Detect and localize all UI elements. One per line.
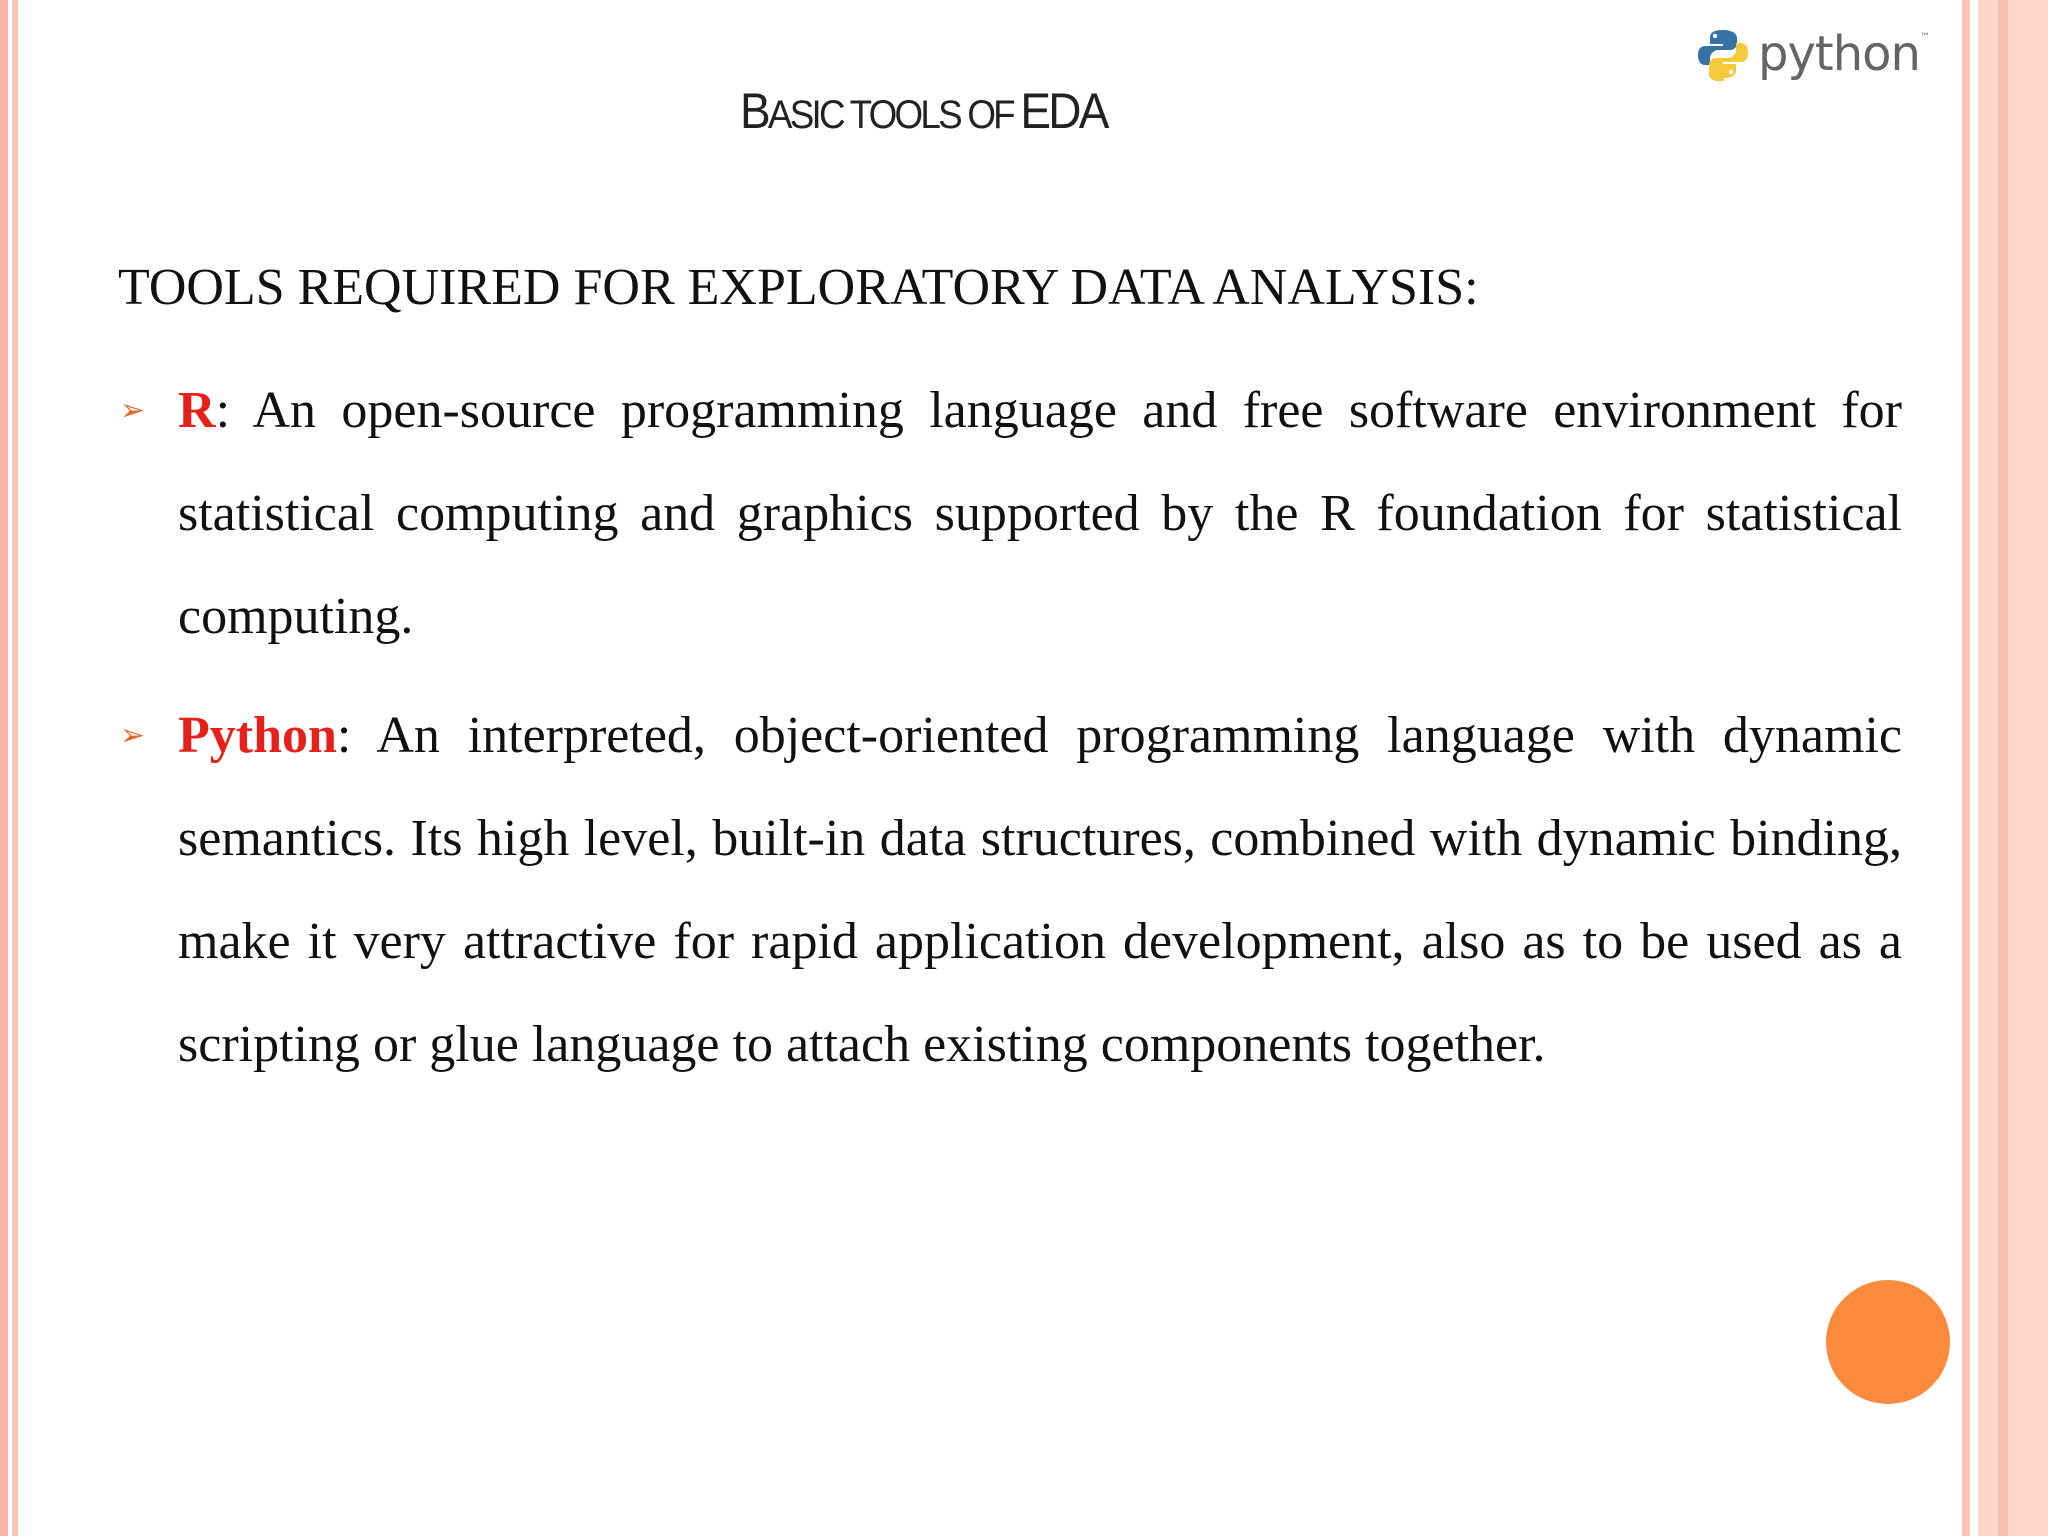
decorative-orange-circle [1826,1280,1950,1404]
bullet-term-r: R [178,382,216,439]
bullet-text-python: : An interpreted, object-oriented programming language with dynamic semantics. Its high level, built-in data structures, combined with dynamic binding, make it very attractive for rapid application development, also as to be used as a scripting or glue language to attach existing components together. [178,707,1902,1073]
slide-title-acronym: EDA [1020,83,1107,139]
bullet-term-python: Python [178,707,337,764]
left-border-outer [0,0,8,1536]
left-border-inner [12,0,18,1536]
bullet-python [120,684,1902,1096]
slide-title-middle: ASIC TOOLS OF [767,93,1021,137]
python-logo-trademark: ™ [1919,32,1930,43]
python-snakes-icon [1696,27,1750,81]
python-logo [1696,18,1930,90]
right-border-line [1962,0,1970,1536]
bullet-r [120,359,1902,668]
slide-title-initial: B [740,83,768,139]
right-border-band [1978,0,2048,1536]
slide-title [740,82,1126,140]
section-subheading: TOOLS REQUIRED FOR EXPLORATORY DATA ANALYSIS: [118,259,1479,316]
arrow-bullet-icon: ➢ [120,718,146,753]
python-logo-word: python [1758,26,1920,82]
arrow-bullet-icon: ➢ [120,393,146,428]
right-border-band-stripe [1998,0,2008,1536]
bullet-text-r: : An open-source programming language and free software environment for statistical computing and graphics supported by the R foundation for statistical computing. [178,382,1902,645]
